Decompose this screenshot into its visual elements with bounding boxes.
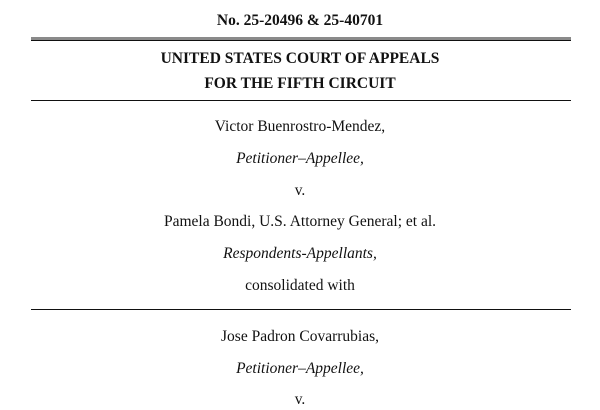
consolidation-divider-rule [31,309,571,310]
case-number: No. 25-20496 & 25-40701 [216,12,384,29]
court-name-line-1: UNITED STATES COURT OF APPEALS [160,50,440,67]
second-versus-label: v. [294,391,306,408]
versus-label: v. [294,182,306,199]
petitioner-role: Petitioner–Appellee, [236,150,364,167]
court-divider-rule [31,100,571,101]
header-rule [31,37,571,41]
respondent-name: Pamela Bondi, U.S. Attorney General; et al. [163,213,437,230]
petitioner-name: Victor Buenrostro-Mendez, [214,118,386,135]
respondent-role: Respondents-Appellants, [223,245,377,262]
second-petitioner-name: Jose Padron Covarrubias, [221,328,379,345]
second-petitioner-role: Petitioner–Appellee, [236,360,364,377]
consolidated-with-label: consolidated with [245,277,355,294]
court-name-line-2: FOR THE FIFTH CIRCUIT [204,75,396,92]
